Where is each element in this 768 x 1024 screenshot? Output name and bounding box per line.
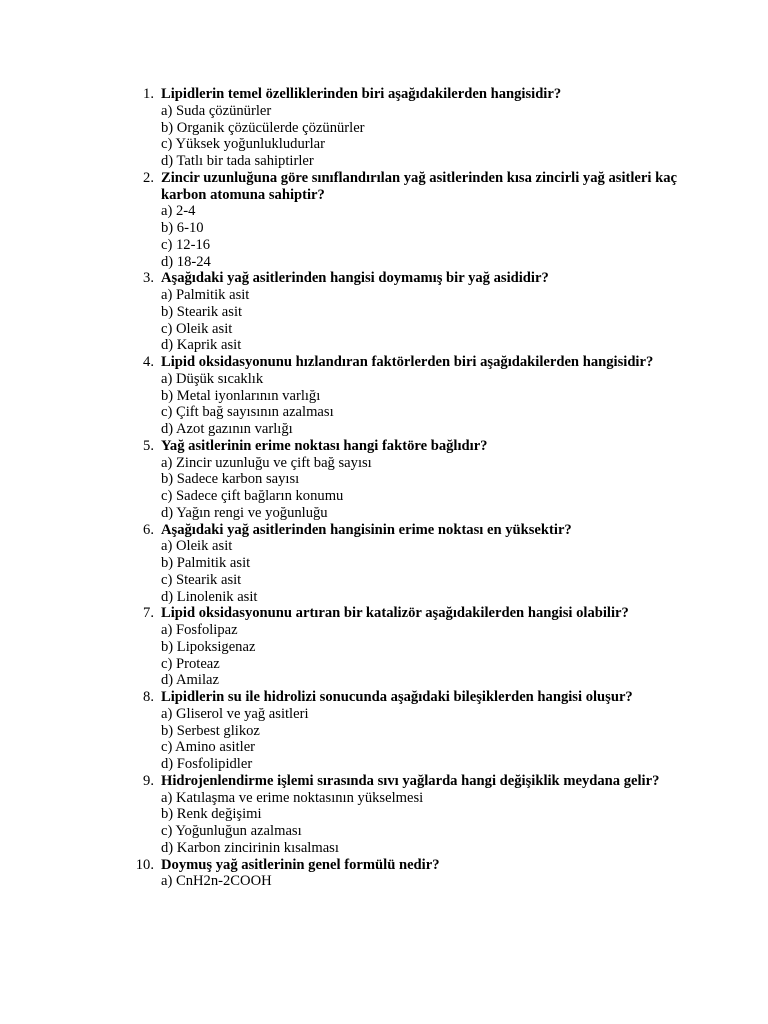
answer-option: b) Metal iyonlarının varlığı — [161, 387, 321, 404]
answer-option: c) 12-16 — [161, 236, 211, 253]
question-item — [0, 270, 681, 354]
question-text: Yağ asitlerinin erime noktası hangi faktöre bağlıdır? — [161, 437, 488, 454]
question-text: Lipidlerin temel özelliklerinden biri aşağıdakilerden hangisidir? — [161, 86, 562, 102]
question-item — [0, 522, 681, 606]
question-number: 10. — [135, 856, 154, 873]
answer-option: a) 2-4 — [161, 203, 196, 220]
answer-option: d) Tatlı bir tada sahiptirler — [161, 153, 314, 169]
answer-option: a) Gliserol ve yağ asitleri — [161, 705, 309, 722]
answer-option: d) Karbon zincirinin kısalması — [161, 839, 339, 856]
answer-option: c) Oleik asit — [161, 320, 233, 337]
question-item — [0, 86, 681, 170]
answer-option: c) Sadece çift bağların konumu — [161, 488, 344, 504]
answer-option: b) Serbest glikoz — [161, 722, 260, 739]
answer-option: d) Fosfolipidler — [161, 756, 253, 772]
answer-option: c) Yoğunluğun azalması — [161, 823, 302, 839]
question-number: 7. — [143, 605, 154, 622]
question-text: Zincir uzunluğuna göre sınıflandırılan yağ asitlerinden kısa zincirli yağ asitleri kaç karbon atomuna sahiptir? — [161, 169, 677, 203]
answer-option: c) Proteaz — [161, 655, 220, 672]
answer-option: b) 6-10 — [161, 220, 204, 236]
answer-option: c) Yüksek yoğunlukludurlar — [161, 136, 326, 153]
question-item — [0, 170, 681, 271]
answer-option: b) Palmitik asit — [161, 555, 251, 571]
answer-option: d) Azot gazının varlığı — [161, 421, 293, 437]
answer-option: b) Stearik asit — [161, 303, 243, 320]
question-text: Aşağıdaki yağ asitlerinden hangisi doymamış bir yağ asididir? — [161, 270, 549, 287]
answer-option: a) Oleik asit — [161, 538, 233, 555]
answer-option: a) Düşük sıcaklık — [161, 370, 264, 387]
question-number: 3. — [143, 270, 154, 287]
answer-option: d) Yağın rengi ve yoğunluğu — [161, 504, 328, 521]
question-number: 5. — [143, 437, 154, 454]
question-text: Lipid oksidasyonunu hızlandıran faktörlerden biri aşağıdakilerden hangisidir? — [161, 354, 654, 370]
answer-option: a) CnH2n-2COOH — [161, 873, 272, 890]
answer-option: b) Organik çözücülerde çözünürler — [161, 119, 365, 136]
answer-option: a) Suda çözünürler — [161, 102, 272, 119]
question-item — [0, 605, 681, 689]
answer-option: b) Sadece karbon sayısı — [161, 471, 300, 488]
answer-option: a) Fosfolipaz — [161, 622, 238, 638]
question-text: Doymuş yağ asitlerinin genel formülü nedir? — [161, 856, 440, 873]
question-item — [0, 354, 681, 438]
question-number: 4. — [143, 354, 154, 370]
question-list — [0, 86, 768, 890]
question-item — [0, 438, 681, 522]
answer-option: d) Amilaz — [161, 672, 219, 689]
question-number: 2. — [143, 169, 154, 186]
question-number: 6. — [143, 521, 154, 538]
question-item — [0, 689, 681, 773]
question-number: 1. — [143, 86, 154, 102]
question-text: Lipid oksidasyonunu artıran bir katalizör aşağıdakilerden hangisi olabilir? — [161, 605, 629, 622]
question-item — [0, 857, 681, 891]
answer-option: c) Çift bağ sayısının azalması — [161, 404, 334, 421]
answer-option: c) Stearik asit — [161, 571, 242, 588]
answer-option: b) Lipoksigenaz — [161, 638, 256, 655]
answer-option: a) Palmitik asit — [161, 287, 250, 303]
answer-option: a) Zincir uzunluğu ve çift bağ sayısı — [161, 454, 372, 471]
question-number: 9. — [143, 772, 154, 789]
answer-option: d) Kaprik asit — [161, 337, 242, 354]
answer-option: a) Katılaşma ve erime noktasının yükselmesi — [161, 789, 424, 806]
answer-option: c) Amino asitler — [161, 739, 256, 756]
answer-option: b) Renk değişimi — [161, 806, 262, 823]
answer-option: d) 18-24 — [161, 253, 211, 270]
question-text: Hidrojenlendirme işlemi sırasında sıvı yağlarda hangi değişiklik meydana gelir? — [161, 772, 660, 789]
answer-option: d) Linolenik asit — [161, 588, 258, 605]
question-text: Aşağıdaki yağ asitlerinden hangisinin erime noktası en yüksektir? — [161, 521, 572, 538]
question-item — [0, 773, 681, 857]
question-text: Lipidlerin su ile hidrolizi sonucunda aşağıdaki bileşiklerden hangisi oluşur? — [161, 689, 633, 705]
question-number: 8. — [143, 689, 154, 705]
